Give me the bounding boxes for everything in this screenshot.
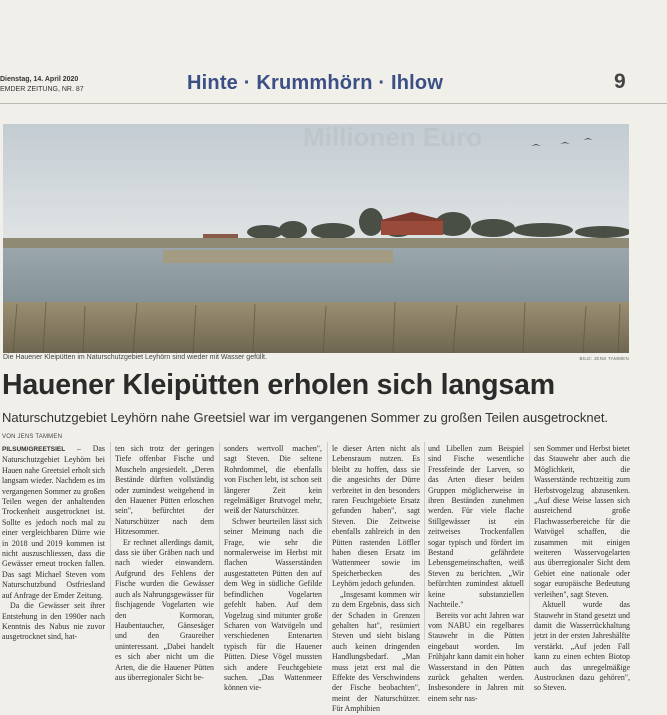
header-rule bbox=[0, 103, 667, 104]
column-divider bbox=[529, 442, 530, 640]
photo-credit: BILD: JENS TAMMEN bbox=[579, 356, 629, 361]
column-divider bbox=[219, 442, 220, 640]
bleed-through-text: Millionen Euro bbox=[303, 124, 483, 152]
photo-caption: Die Hauener Kleipütten im Naturschutzgebiet Leyhörn sind wieder mit Wasser gefüllt. bbox=[3, 354, 267, 361]
paragraph: le dieser Arten nicht als Lebensraum nutzen. Es bleibt zu hoffen, dass sie die angesichts der Dürre verbreitet in den besonders raren Feuchtgebiete Ersatz gefunden haben", sagt Steven. Die Zeitweise ebenfalls zahlreich in den Pütten rastenden Löffler haben diesen Ersatz im Wattenmeer sowie im Speicherbecken des Leyhörn jedoch gefunden. bbox=[332, 444, 420, 589]
article-column-3 bbox=[224, 444, 322, 694]
reed-foreground bbox=[3, 302, 629, 353]
article-column-1 bbox=[2, 444, 105, 643]
marsh-landscape-image bbox=[3, 124, 629, 353]
paragraph: Er rechnet allerdings damit, dass sie über Gräben nach und nach wieder einwandern. Aufgrund des Fehlens der Fische wurden die Gewässer auch als Nahrungsgewässer für fischjagende Vogelarten wie den Kormoran, Haubentaucher, Gänsesäger und den Graureiher uninteressant. „Dabei handelt es sich aber nicht um die Arten, die die Hauener Pütten aus überregionaler Sicht be- bbox=[115, 537, 214, 682]
article-column-4 bbox=[332, 444, 420, 715]
article-column-2 bbox=[115, 444, 214, 683]
paragraph: Aktuell wurde das Stauwehr in Stand gesetzt und damit die Wasserrückhaltung jetzt in der ersten Jahreshälfte verstärkt. „Auf jeden Fall kann zu einen echten Biotop auch das unregelmäßige Austrocknen dazu gehören", so Steven. bbox=[534, 600, 630, 693]
reed-island bbox=[163, 250, 393, 263]
subheadline: Naturschutzgebiet Leyhörn nahe Greetsiel war im vergangenen Sommer zu großen Teilen ausgetrocknet. bbox=[2, 410, 609, 425]
section-title: Hinte · Krummhörn · Ihlow bbox=[187, 72, 444, 94]
article-column-6 bbox=[534, 444, 630, 694]
paragraph: ten sich trotz der geringen Tiefe offenbar Fische und Muscheln angesiedelt. „Deren Bestände dürften vollständig oder zumindest weitgehend in den Hauener Pütten erloschen sein", befürchtet der Naturschützer nach dem Hitzesommer. bbox=[115, 444, 214, 537]
column-divider bbox=[424, 442, 425, 640]
paragraph: Da die Gewässer seit ihrer Entstehung in den 1990er nach Kenntnis des Nabus nie zuvor ausgetrocknet sind, hat- bbox=[2, 601, 105, 642]
headline: Hauener Kleipütten erholen sich langsam bbox=[2, 369, 555, 401]
paragraph: „Insgesamt kommen wir zu dem Ergebnis, dass sich der Schaden in Grenzen gehalten hat", resümiert Steven und sieht bislang auch keinen dringenden Handlungsbedarf. „Man muss jetzt erst mal die Effekte des Verschwindens der Fische beobachten", meint der Naturschützer. Für Amphibien bbox=[332, 589, 420, 714]
paragraph: PILSUM/GREETSIEL – Das Naturschutzgebiet Leyhörn bei Hauen nahe Greetsiel erholt sich langsam wieder. Nachdem es im vergangenen Sommer zu großen Teilen wegen der anhaltenden Trockenheit ausgetrocknet ist. Sollte es jedoch noch mal zu einer vergleichbaren Dürre wie in 2018 und 2019 kommen ist nicht auszuschliessen, dass die Gewässer erneut trocken fallen. Das sagt Michael Steven vom Naturschutzbund Ostfriesland auf Anfrage der Emder Zeitung. bbox=[2, 444, 105, 600]
paper-name: EMDER ZEITUNG, NR. 87 bbox=[0, 86, 84, 93]
column-divider bbox=[110, 442, 111, 640]
article-photo bbox=[3, 124, 629, 353]
column-divider bbox=[327, 442, 328, 640]
paragraph: sen Sommer und Herbst bietet das Stauwehr aber auch die Möglichkeit, die Wasserstände rechtzeitig zum Herbstvogelzug abzusenken. „Auf diese Weise lassen sich ausreichend große Flachwasserbereiche für die Watvögel schaffen, die zusammen mit einigen weiteren Wasservogelarten aus überregionaler Sicht dem Gebiet eine nationale oder sogar europäische Bedeutung verleihen", sagt Steven. bbox=[534, 444, 630, 599]
paragraph: Schwer beurteilen lässt sich seiner Meinung nach die Frage, wie sehr die normalerweise im Herbst mit flachen Wasserständen ausgestatteten Pütten den auf dem Weg in südliche Gefilde befindlichen Vogelarten gefehlt haben. Auf dem Vogelzug sind mitunter große Scharen von Watvögeln und verschiedenen Entenarten typisch für die Hauener Pütten. Diese Vögel mussten sich andere Feuchtgebiete suchen. „Das Wattenmeer können vie- bbox=[224, 516, 322, 693]
byline: VON JENS TAMMEN bbox=[2, 434, 63, 440]
farmhouse bbox=[381, 220, 443, 235]
dateline: PILSUM/GREETSIEL bbox=[2, 446, 66, 453]
paragraph: sonders wertvoll machen", sagt Steven. Die seltene Rohrdommel, die ebenfalls von Fischen lebt, ist schon seit längerer Zeit kein regelmäßiger Brutvogel mehr, weiß der Naturschützer. bbox=[224, 444, 322, 516]
paragraph: und Libellen zum Beispiel sind Fische wesentliche Fressfeinde der Larven, so das Arten dieser beiden Gruppen möglicherweise in ihren Beständen zunehmen werden. Für viele flache Stillgewässer ist ein zeitweises Trockenfallen sogar typisch und fördert im Bestand gefährdete Lebensgemeinschaften, weiß Steven zu berichten. „Wir befürchten zumindest aktuell keine substanziellen Nachteile." bbox=[428, 444, 524, 610]
issue-date: Dienstag, 14. April 2020 bbox=[0, 76, 79, 83]
page-number: 9 bbox=[614, 70, 626, 93]
paragraph: Bereits vor acht Jahren war vom NABU ein regelbares Stauwehr in die Pütten eingebaut worden. Im Frühjahr kann damit ein hoher Wasserstand in den Pütten zurück gehalten werden. Insbesondere in Jahren mit einem sehr nas- bbox=[428, 610, 524, 703]
header-meta bbox=[0, 75, 84, 95]
article-column-5 bbox=[428, 444, 524, 704]
